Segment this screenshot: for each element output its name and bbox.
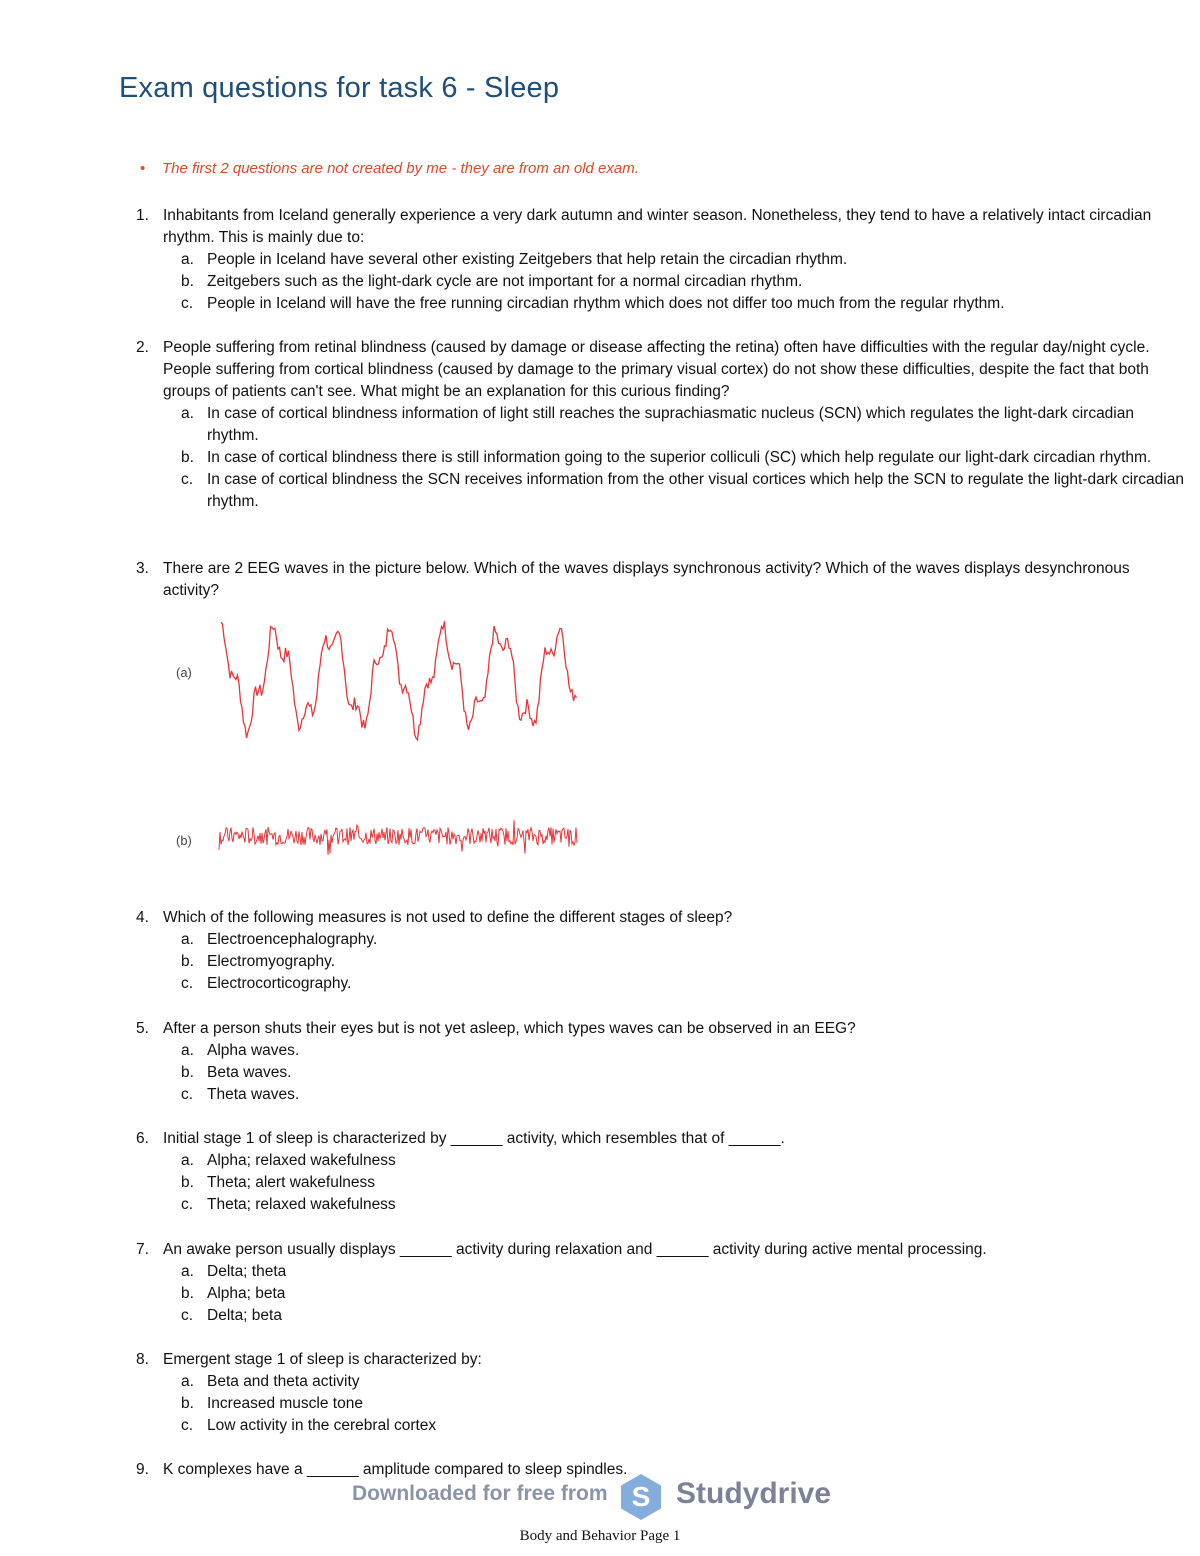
option-letter: c. — [181, 1086, 194, 1103]
option-text: Theta; relaxed wakefulness — [207, 1196, 396, 1213]
question-7 — [136, 1239, 1188, 1327]
option-letter: c. — [181, 1417, 194, 1434]
option-letter: b. — [181, 1285, 194, 1302]
option-text: Low activity in the cerebral cortex — [207, 1417, 437, 1434]
logo-letter: S — [631, 1481, 651, 1512]
option-letter: c. — [181, 295, 194, 312]
option-letter: b. — [181, 273, 194, 290]
answer-option — [181, 1062, 1188, 1084]
option-letter: b. — [181, 449, 194, 466]
option-text: Electroencephalography. — [207, 931, 378, 948]
option-text: People in Iceland will have the free running circadian rhythm which does not differ too much from the regular rhythm. — [207, 295, 1005, 312]
answer-option — [181, 1150, 1188, 1172]
question-number: 3. — [136, 560, 149, 577]
option-letter: a. — [181, 405, 194, 422]
question-number: 7. — [136, 1241, 149, 1258]
option-text: Beta and theta activity — [207, 1373, 360, 1390]
question-stem: After a person shuts their eyes but is not yet asleep, which types waves can be observed in an EEG? — [163, 1020, 856, 1037]
option-letter: a. — [181, 931, 194, 948]
question-5 — [136, 1018, 1188, 1106]
option-text: Delta; beta — [207, 1307, 282, 1324]
question-4 — [136, 907, 1188, 995]
option-letter: a. — [181, 1373, 194, 1390]
page-title: Exam questions for task 6 - Sleep — [119, 72, 560, 104]
option-text: In case of cortical blindness information of light still reaches the suprachiasmatic nucleus (SCN) which regulates the light-dark circadian rhythm. — [207, 405, 1134, 444]
option-text: Zeitgebers such as the light-dark cycle are not important for a normal circadian rhythm. — [207, 273, 803, 290]
option-text: People in Iceland have several other existing Zeitgebers that help retain the circadian rhythm. — [207, 251, 848, 268]
answer-option — [181, 249, 1188, 271]
question-6 — [136, 1128, 1188, 1216]
answer-option — [181, 1283, 1188, 1305]
intro-note-text: The first 2 questions are not created by me - they are from an old exam. — [162, 160, 639, 177]
answer-option — [181, 1393, 1188, 1415]
question-3 — [136, 558, 1188, 602]
option-letter: a. — [181, 1263, 194, 1280]
option-text: Theta waves. — [207, 1086, 300, 1103]
option-letter: b. — [181, 1064, 194, 1081]
option-text: Alpha waves. — [207, 1042, 300, 1059]
answer-option — [181, 271, 1188, 293]
option-letter: c. — [181, 1307, 194, 1324]
option-text: In case of cortical blindness the SCN receives information from the other visual cortices which help the SCN to regulate the light-dark circadian rhythm. — [207, 471, 1184, 510]
question-stem: An awake person usually displays ______ activity during relaxation and ______ activity during active mental processing. — [163, 1241, 987, 1258]
answer-option — [181, 1305, 1188, 1327]
answer-option — [181, 447, 1188, 469]
eeg-trace-b — [219, 820, 577, 855]
eeg-label-b: (b) — [176, 833, 192, 848]
option-letter: a. — [181, 251, 194, 268]
question-1 — [136, 205, 1188, 315]
question-stem: K complexes have a ______ amplitude compared to sleep spindles. — [163, 1461, 628, 1478]
option-text: Increased muscle tone — [207, 1395, 363, 1412]
answer-option — [181, 293, 1188, 315]
option-text: In case of cortical blindness there is still information going to the superior colliculi (SC) which help regulate our light-dark circadian rhythm. — [207, 449, 1152, 466]
question-2 — [136, 337, 1188, 513]
answer-option — [181, 929, 1188, 951]
question-8 — [136, 1349, 1188, 1437]
answer-option — [181, 403, 1188, 447]
brand-name: Studydrive — [676, 1477, 832, 1510]
option-text: Electromyography. — [207, 953, 336, 970]
question-stem: There are 2 EEG waves in the picture below. Which of the waves displays synchronous activity? Which of the waves displays desynchronous activity? — [163, 560, 1130, 599]
question-number: 6. — [136, 1130, 149, 1147]
question-number: 1. — [136, 207, 149, 224]
answer-option — [181, 951, 1188, 973]
studydrive-logo-icon — [616, 1472, 666, 1522]
question-number: 4. — [136, 909, 149, 926]
answer-option — [181, 973, 1188, 995]
option-text: Delta; theta — [207, 1263, 287, 1280]
question-number: 2. — [136, 339, 149, 356]
question-stem: Which of the following measures is not used to define the different stages of sleep? — [163, 909, 733, 926]
option-letter: a. — [181, 1152, 194, 1169]
intro-note — [140, 160, 639, 177]
question-stem: Inhabitants from Iceland generally experience a very dark autumn and winter season. Nonetheless, they tend to have a relatively intact circadian rhythm. This is mainly due to: — [163, 207, 1152, 246]
question-number: 9. — [136, 1461, 149, 1478]
answer-option — [181, 1371, 1188, 1393]
option-letter: a. — [181, 1042, 194, 1059]
option-text: Beta waves. — [207, 1064, 292, 1081]
download-text: Downloaded for free from — [352, 1482, 608, 1505]
question-stem: Emergent stage 1 of sleep is characterized by: — [163, 1351, 482, 1368]
eeg-wave-b — [200, 805, 600, 867]
eeg-trace-a — [221, 621, 577, 740]
option-text: Theta; alert wakefulness — [207, 1174, 376, 1191]
option-text: Alpha; relaxed wakefulness — [207, 1152, 396, 1169]
studydrive-watermark[interactable] — [352, 1472, 872, 1522]
option-text: Alpha; beta — [207, 1285, 286, 1302]
answer-option — [181, 1040, 1188, 1062]
option-letter: b. — [181, 1395, 194, 1412]
option-letter: c. — [181, 975, 194, 992]
page-footer: Body and Behavior Page 1 — [519, 1528, 681, 1544]
bullet-icon: • — [140, 160, 146, 177]
answer-option — [181, 1261, 1188, 1283]
answer-option — [181, 469, 1188, 513]
answer-option — [181, 1194, 1188, 1216]
question-stem: People suffering from retinal blindness (caused by damage or disease affecting the retina) often have difficulties with the regular day/night cycle. People suffering from cortical blindness (caused by damage to the primary visual cortex) do not show these difficulties, despite the fact that both groups of patients can't see. What might be an explanation for this curious finding? — [163, 339, 1150, 400]
answer-option — [181, 1172, 1188, 1194]
option-text: Electrocorticography. — [207, 975, 352, 992]
option-letter: c. — [181, 1196, 194, 1213]
option-letter: c. — [181, 471, 194, 488]
question-number: 5. — [136, 1020, 149, 1037]
question-stem: Initial stage 1 of sleep is characterized by ______ activity, which resembles that of ______. — [163, 1130, 785, 1147]
answer-option — [181, 1084, 1188, 1106]
answer-option — [181, 1415, 1188, 1437]
option-letter: b. — [181, 953, 194, 970]
eeg-label-a: (a) — [176, 665, 192, 680]
eeg-wave-a — [200, 612, 600, 744]
option-letter: b. — [181, 1174, 194, 1191]
question-number: 8. — [136, 1351, 149, 1368]
